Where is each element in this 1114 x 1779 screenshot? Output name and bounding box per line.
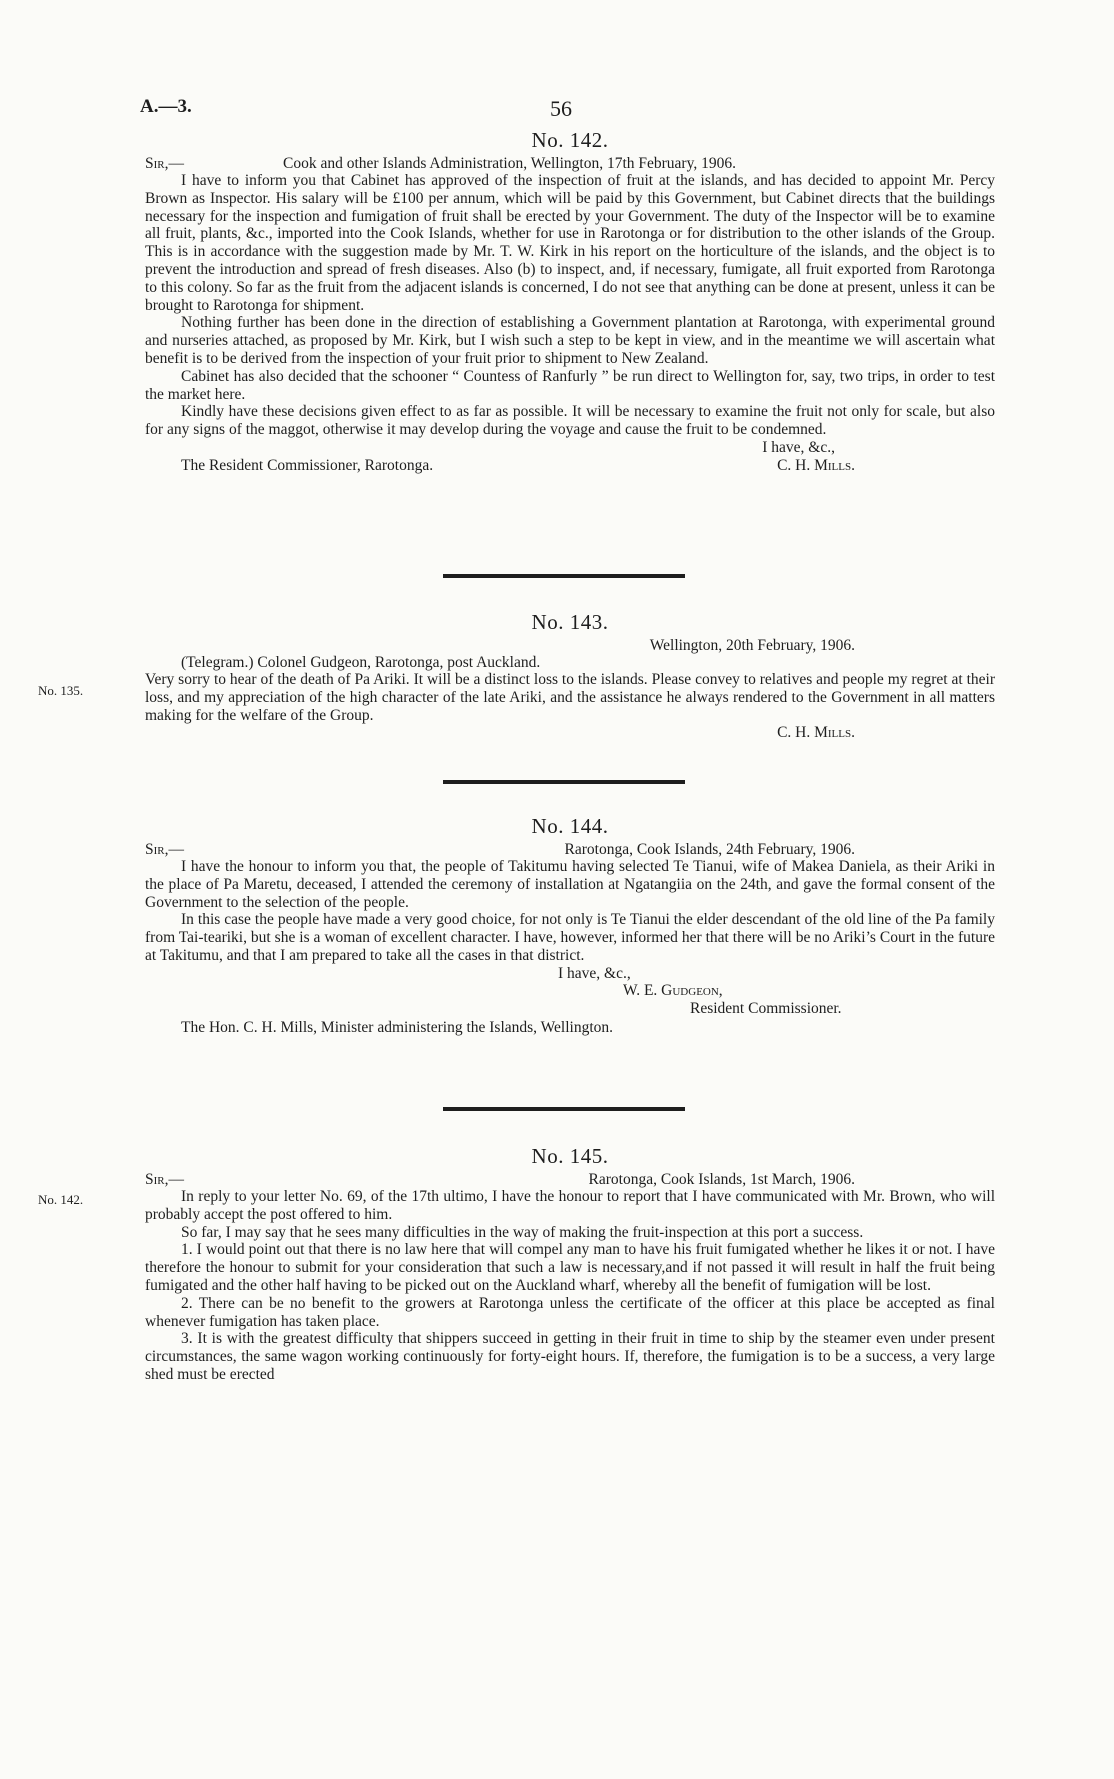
salutation: Sir,—	[145, 155, 184, 172]
margin-note: No. 135.	[38, 683, 84, 698]
signature: C. H. Mills.	[777, 456, 855, 474]
paragraph: 1. I would point out that there is no law here that will compel any man to have his fruit fumigated whether he likes it or not. I have therefore the honour to submit for your consideration that such a law is necessary,and if not passed it will result in half the fruit being fumigated and the other half having to be picked out on the Auckland wharf, whereby all the benefit of fumigation will be lost.	[145, 1241, 995, 1294]
letter-143	[145, 610, 995, 742]
margin-note: No. 142.	[38, 1192, 84, 1207]
paragraph: Nothing further has been done in the direction of establishing a Government plantation at Rarotonga, with experimental ground and nurseries attached, as proposed by Mr. Kirk, but I wish such a step to be kept in view, and in the meantime we will ascertain what benefit is to be derived from the inspection of your fruit prior to shipment to New Zealand.	[145, 314, 995, 367]
signature-title: Resident Commissioner.	[690, 999, 842, 1017]
telegram-line: (Telegram.) Colonel Gudgeon, Rarotonga, post Auckland.	[181, 654, 541, 671]
signature: W. E. Gudgeon,	[623, 982, 723, 1000]
paragraph: I have to inform you that Cabinet has approved of the inspection of fruit at the islands, and has decided to appoint Mr. Percy Brown as Inspector. His salary will be £100 per annum, which will be paid by this Government, but Cabinet directs that the buildings necessary for the inspection and fumigation of fruit shall be erected by your Government. The duty of the Inspector will be to examine all fruit, plants, &c., imported into the Cook Islands, whether for use in Rarotonga or for distribution to the other islands of the Group. This is in accordance with the suggestion made by Mr. T. W. Kirk in his report on the horticulture of the islands, and the object is to prevent the introduction and spread of fresh diseases. Also (b) to inspect, and, if necessary, fumigate, all fruit exported from Rarotonga to this colony. So far as the fruit from the adjacent islands is concerned, I do not see that anything can be done at present, unless it can be brought to Rarotonga for shipment.	[145, 172, 995, 314]
paragraph: In this case the people have made a very good choice, for not only is Te Tianui the elder descendant of the old line of the Pa family from Tai-teariki, but she is a woman of excellent character. I have, however, informed her that there will be no Ariki’s Court in the future at Takitumu, and that I am prepared to take all the cases in that district.	[145, 911, 995, 964]
closing: I have, &c.,	[558, 964, 631, 982]
paragraph: 2. There can be no benefit to the growers at Rarotonga unless the certificate of the officer at this place be accepted as final whenever fumigation has taken place.	[145, 1294, 995, 1330]
closing: I have, &c.,	[762, 438, 835, 456]
letter-number: No. 145.	[531, 1144, 609, 1168]
page-number: 56	[550, 96, 572, 121]
dateline: Cook and other Islands Administration, Wellington, 17th February, 1906.	[283, 155, 736, 172]
addressee: The Resident Commissioner, Rarotonga.	[181, 456, 434, 474]
paragraph: Cabinet has also decided that the schooner “ Countess of Ranfurly ” be run direct to Wellington for, say, two trips, in order to test the market here.	[145, 367, 995, 403]
paragraph: 3. It is with the greatest difficulty that shippers succeed in getting in their fruit in time to ship by the steamer even under present circumstances, the same wagon working continuously for forty-eight hours. If, therefore, the fumigation is to be a success, a very large shed must be erected	[145, 1330, 995, 1383]
section-rule	[443, 574, 685, 578]
section-rule	[443, 1107, 685, 1111]
addressee: The Hon. C. H. Mills, Minister administering the Islands, Wellington.	[181, 1019, 614, 1037]
letter-144	[145, 814, 995, 1036]
salutation: Sir,—	[145, 1171, 184, 1188]
salutation: Sir,—	[145, 841, 184, 858]
paragraph: I have the honour to inform you that, the people of Takitumu having selected Te Tianui, wife of Makea Daniela, as their Ariki in the place of Pa Maretu, deceased, I attended the ceremony of installation at Ngatangiia on the 24th, and gave the formal consent of the Government to the selection of the people.	[145, 858, 995, 911]
dateline: Rarotonga, Cook Islands, 1st March, 1906.	[588, 1171, 855, 1188]
dateline-row	[145, 155, 995, 172]
letter-number: No. 143.	[531, 610, 609, 634]
paragraph: Very sorry to hear of the death of Pa Ariki. It will be a distinct loss to the islands. Please convey to relatives and people my regret at their loss, and my appreciation of the high character of the late Ariki, and the assistance he always rendered to the Government in all matters making for the welfare of the Group.	[145, 671, 995, 724]
dateline: Rarotonga, Cook Islands, 24th February, 1906.	[564, 841, 855, 858]
section-rule	[443, 780, 685, 784]
paragraph: So far, I may say that he sees many difficulties in the way of making the fruit-inspection at this port a success.	[181, 1223, 864, 1241]
signature: C. H. Mills.	[777, 724, 855, 742]
letter-142	[145, 128, 995, 475]
paragraph: In reply to your letter No. 69, of the 17th ultimo, I have the honour to report that I have communicated with Mr. Brown, who will probably accept the post offered to him.	[145, 1188, 995, 1223]
dateline: Wellington, 20th February, 1906.	[649, 637, 855, 654]
letter-number: No. 144.	[531, 814, 609, 838]
dateline-row	[145, 841, 995, 858]
closing-row	[145, 439, 995, 457]
addressee-row	[145, 457, 995, 475]
paragraph: Kindly have these decisions given effect to as far as possible. It will be necessary to examine the fruit not only for scale, but also for any signs of the maggot, otherwise it may develop during the voyage and cause the fruit to be condemned.	[145, 403, 995, 439]
dateline-row	[145, 1171, 995, 1188]
signature-row	[145, 724, 995, 742]
paper-reference: A.—3.	[140, 96, 192, 117]
letter-number: No. 142.	[531, 128, 609, 152]
letter-145	[145, 1144, 995, 1384]
